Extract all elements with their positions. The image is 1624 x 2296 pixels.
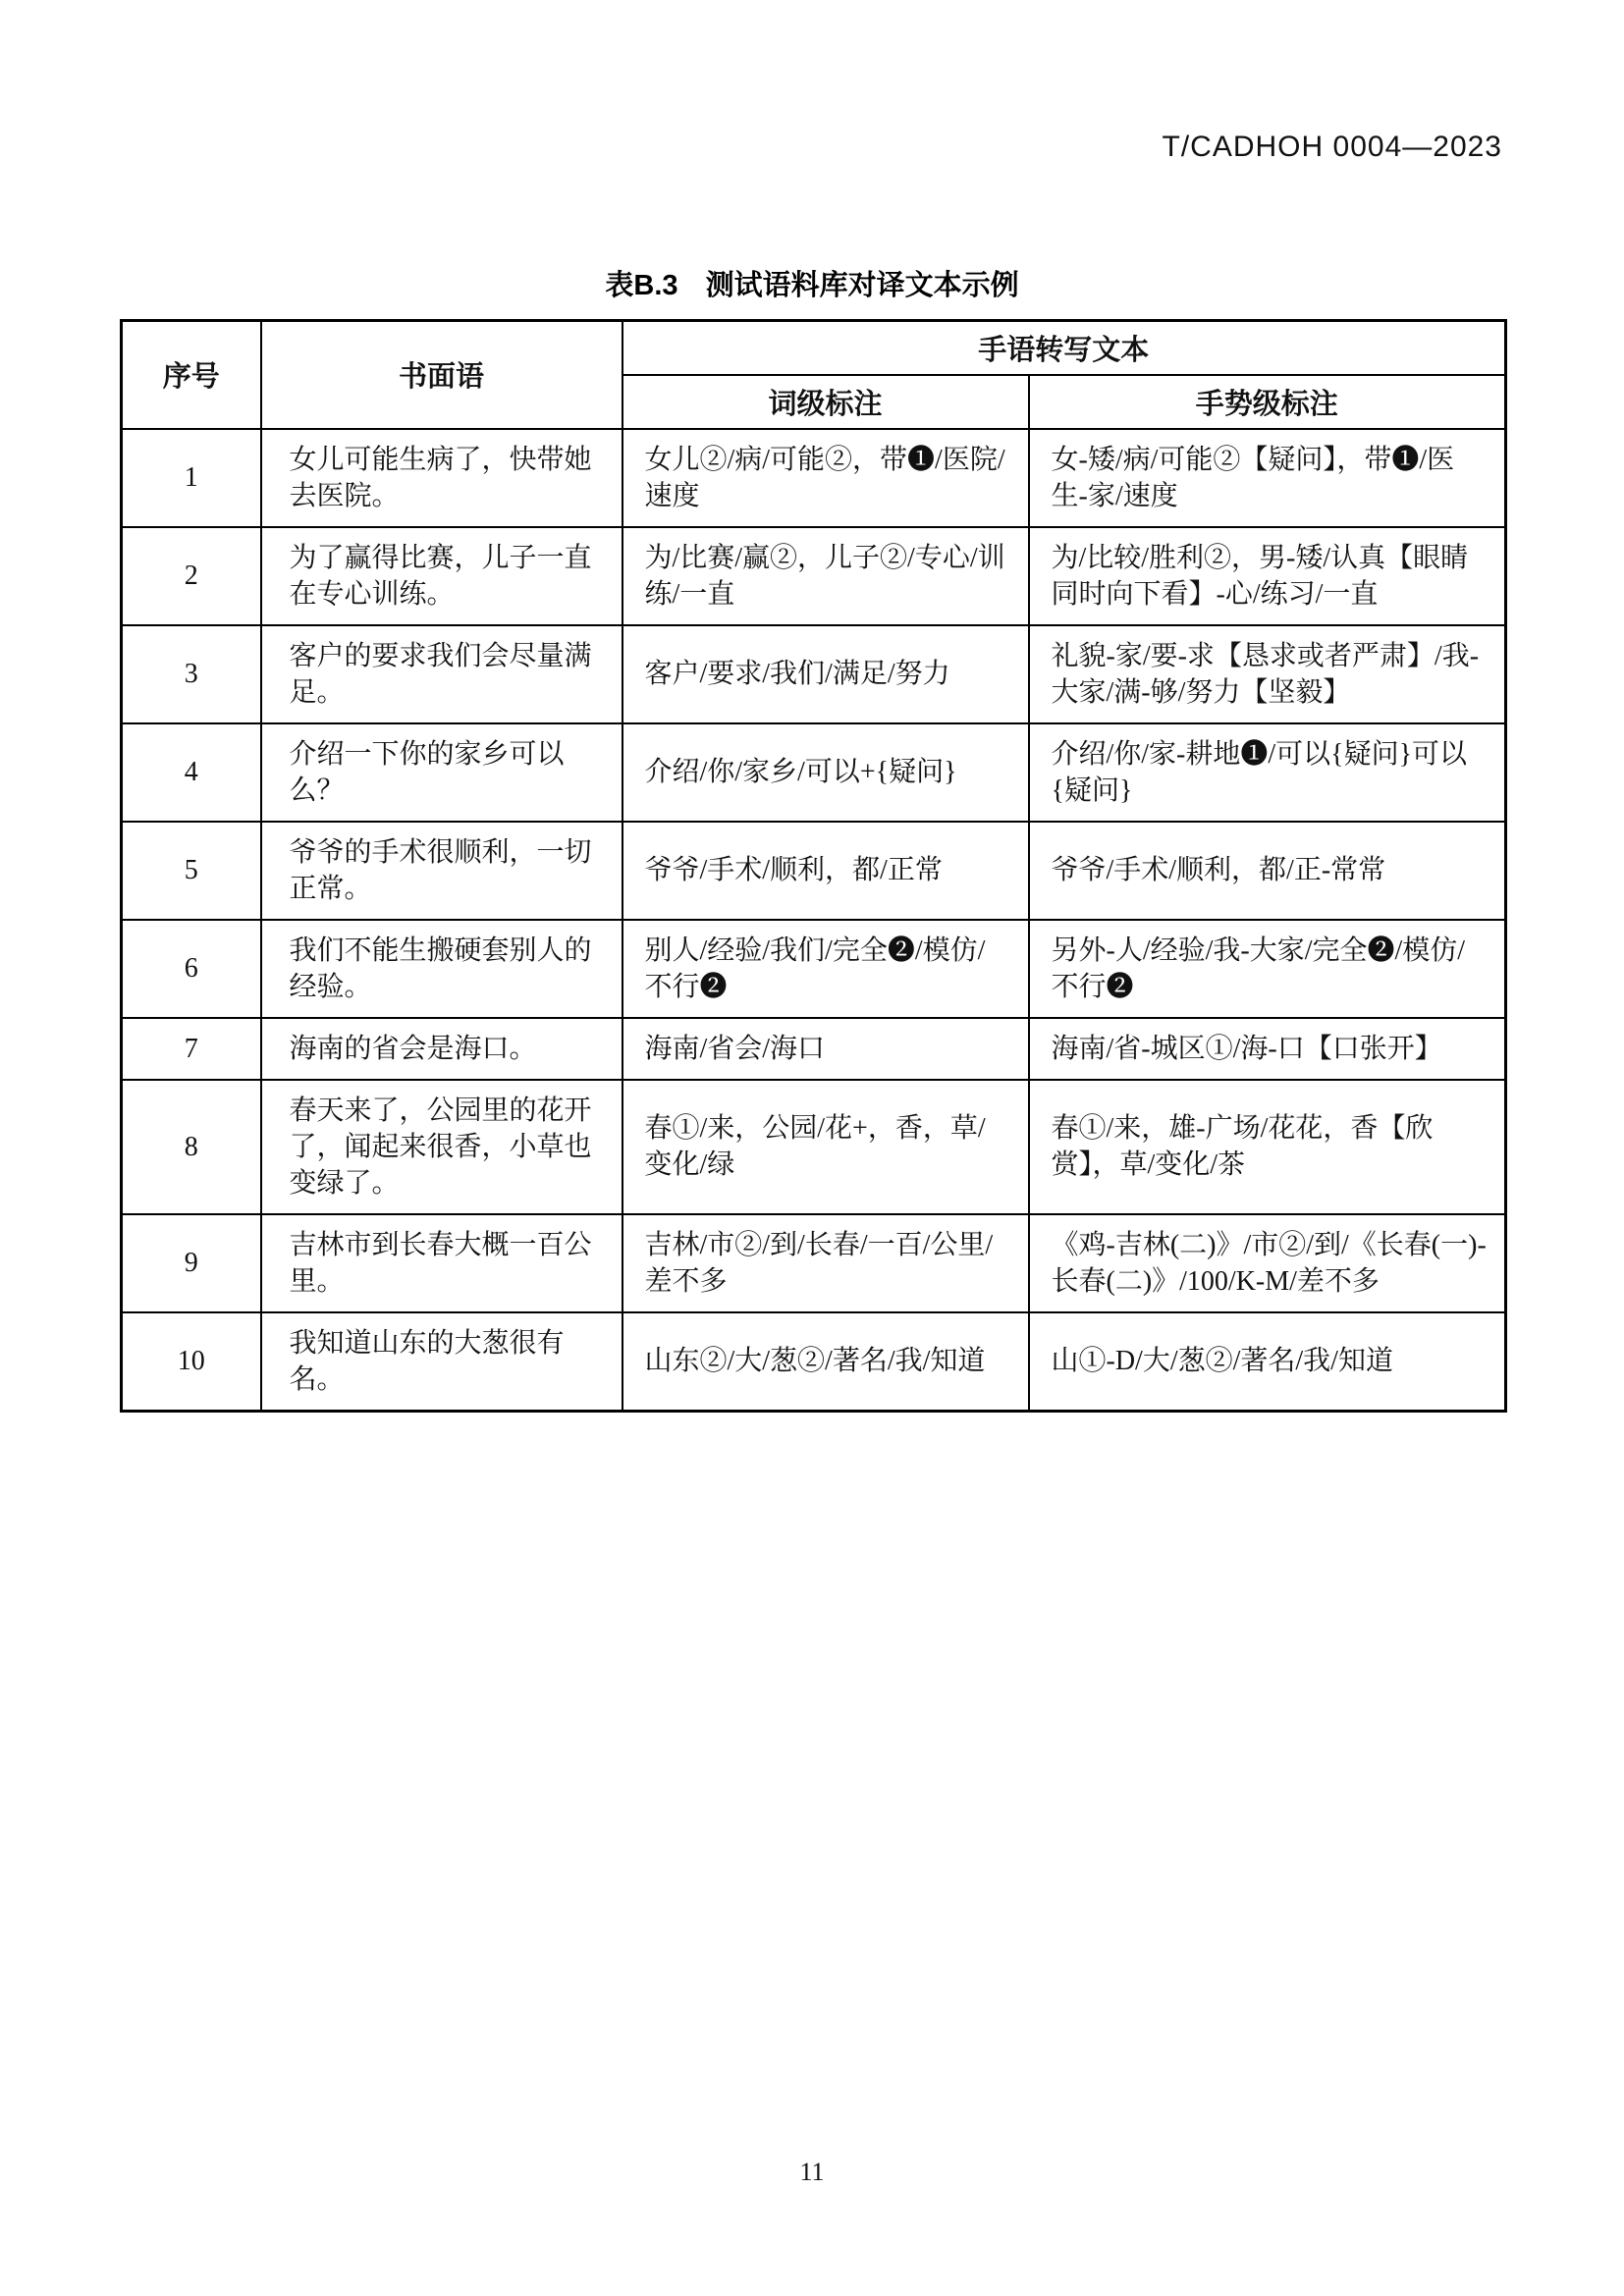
table-row [122,1018,1506,1080]
gesture-level-cell: 另外-人/经验/我-大家/完全❷/模仿/不行❷ [1029,920,1506,1018]
written-text-cell: 爷爷的手术很顺利，一切正常。 [261,822,623,920]
gesture-level-cell: 介绍/你/家-耕地❶/可以{疑问}可以{疑问} [1029,723,1506,822]
header-row-group [122,321,1506,375]
page-number: 11 [799,2158,825,2186]
header-transcription-group: 手语转写文本 [623,321,1506,375]
gesture-level-cell: 女-矮/病/可能②【疑问】，带❶/医生-家/速度 [1029,429,1506,527]
table-title-text: 测试语料库对译文本示例 [705,270,1019,301]
table-row [122,527,1506,625]
gesture-level-cell: 山①-D/大/葱②/著名/我/知道 [1029,1312,1506,1412]
row-index-cell: 7 [122,1018,261,1080]
row-index-cell: 6 [122,920,261,1018]
written-text-cell: 我们不能生搬硬套别人的经验。 [261,920,623,1018]
table-row [122,723,1506,822]
gesture-level-cell: 爷爷/手术/顺利，都/正-常常 [1029,822,1506,920]
written-text-cell: 我知道山东的大葱很有名。 [261,1312,623,1412]
header-written: 书面语 [261,321,623,429]
written-text-cell: 春天来了，公园里的花开了，闻起来很香，小草也变绿了。 [261,1080,623,1214]
gesture-level-cell: 春①/来，雄-广场/花花，香【欣赏】，草/变化/茶 [1029,1080,1506,1214]
header-word-level: 词级标注 [623,375,1029,429]
written-text-cell: 客户的要求我们会尽量满足。 [261,625,623,723]
row-index-cell: 5 [122,822,261,920]
written-text-cell: 为了赢得比赛，儿子一直在专心训练。 [261,527,623,625]
row-index-cell: 1 [122,429,261,527]
written-text-cell: 女儿可能生病了，快带她去医院。 [261,429,623,527]
table-row [122,1214,1506,1312]
table-row [122,1080,1506,1214]
table-label: 表B.3 [605,270,678,301]
header-index: 序号 [122,321,261,429]
corpus-table [120,319,1507,1413]
table-title [0,263,1624,303]
written-text-cell: 介绍一下你的家乡可以么？ [261,723,623,822]
word-level-cell: 吉林/市②/到/长春/一百/公里/差不多 [623,1214,1029,1312]
written-text-cell: 吉林市到长春大概一百公里。 [261,1214,623,1312]
standard-number: T/CADHOH 0004—2023 [1162,131,1502,163]
row-index-cell: 4 [122,723,261,822]
gesture-level-cell: 为/比较/胜利②，男-矮/认真【眼睛同时向下看】-心/练习/一直 [1029,527,1506,625]
table-row [122,822,1506,920]
table-row [122,920,1506,1018]
word-level-cell: 别人/经验/我们/完全❷/模仿/不行❷ [623,920,1029,1018]
header-gesture-level: 手势级标注 [1029,375,1506,429]
row-index-cell: 2 [122,527,261,625]
row-index-cell: 10 [122,1312,261,1412]
word-level-cell: 海南/省会/海口 [623,1018,1029,1080]
table-row [122,1312,1506,1412]
table-row [122,625,1506,723]
written-text-cell: 海南的省会是海口。 [261,1018,623,1080]
word-level-cell: 春①/来，公园/花+，香，草/变化/绿 [623,1080,1029,1214]
gesture-level-cell: 礼貌-家/要-求【恳求或者严肃】/我-大家/满-够/努力【坚毅】 [1029,625,1506,723]
gesture-level-cell: 《鸡-吉林(二)》/市②/到/《长春(一)-长春(二)》/100/K-M/差不多 [1029,1214,1506,1312]
row-index-cell: 3 [122,625,261,723]
row-index-cell: 8 [122,1080,261,1214]
word-level-cell: 山东②/大/葱②/著名/我/知道 [623,1312,1029,1412]
gesture-level-cell: 海南/省-城区①/海-口【口张开】 [1029,1018,1506,1080]
word-level-cell: 介绍/你/家乡/可以+{疑问} [623,723,1029,822]
row-index-cell: 9 [122,1214,261,1312]
word-level-cell: 爷爷/手术/顺利，都/正常 [623,822,1029,920]
word-level-cell: 女儿②/病/可能②，带❶/医院/速度 [623,429,1029,527]
word-level-cell: 为/比赛/赢②，儿子②/专心/训练/一直 [623,527,1029,625]
table-row [122,429,1506,527]
word-level-cell: 客户/要求/我们/满足/努力 [623,625,1029,723]
